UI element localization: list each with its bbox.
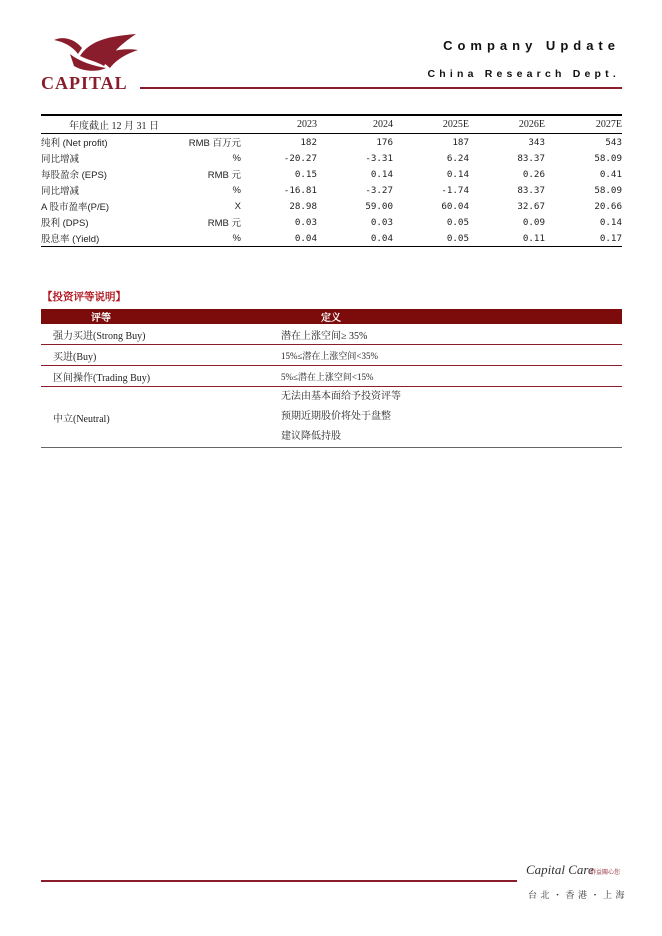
row-label: 每股盈余 (EPS) <box>41 170 107 181</box>
year-header: 2023 <box>241 115 317 134</box>
cell-value: 0.04 <box>294 232 317 244</box>
cell-value: 187 <box>452 136 469 148</box>
cell-value: 0.09 <box>522 216 545 228</box>
cell-value: 0.03 <box>294 216 317 228</box>
grade-definition: 15%≤潜在上涨空间<35% <box>281 345 622 366</box>
footer-divider <box>41 880 517 882</box>
department-label: China Research Dept. <box>427 68 620 80</box>
table-row <box>41 366 622 387</box>
row-label: 纯利 (Net profit) <box>41 138 108 149</box>
year-header: 2025E <box>393 115 469 134</box>
cell-value: 0.15 <box>294 168 317 180</box>
financial-summary-table <box>41 114 622 247</box>
table-row <box>41 198 622 214</box>
rating-table-header <box>41 309 622 324</box>
table-row <box>41 387 622 448</box>
row-label: 股息率 (Yield) <box>41 234 100 245</box>
row-label: A 股市盈率(P/E) <box>41 202 110 213</box>
row-unit: RMB 元 <box>207 218 241 229</box>
cell-value: 59.00 <box>365 200 393 212</box>
cell-value: -3.27 <box>365 184 393 196</box>
cell-value: 0.03 <box>370 216 393 228</box>
table-header-row <box>41 115 622 134</box>
cell-value: 0.41 <box>599 168 622 180</box>
cell-value: 0.05 <box>446 232 469 244</box>
table-row <box>41 214 622 230</box>
cell-value: 28.98 <box>289 200 317 212</box>
cell-value: 343 <box>528 136 545 148</box>
cell-value: 0.14 <box>446 168 469 180</box>
cell-value: 0.26 <box>522 168 545 180</box>
cell-value: 83.37 <box>517 184 545 196</box>
table-row <box>41 324 622 345</box>
cell-value: 20.66 <box>594 200 622 212</box>
cell-value: 0.14 <box>370 168 393 180</box>
footer-cities: 台北・香港・上海 <box>528 891 629 901</box>
grade-definition: 5%≤潜在上涨空间<15% <box>281 366 622 387</box>
cell-value: 0.11 <box>522 232 545 244</box>
cell-value: -1.74 <box>441 184 469 196</box>
definition-line: 无法由基本面给予投资评等 <box>281 391 401 402</box>
cell-value: 0.14 <box>599 216 622 228</box>
year-header: 2026E <box>469 115 545 134</box>
grade-label: 中立(Neutral) <box>41 387 281 448</box>
grade-label: 强力买进(Strong Buy) <box>41 324 281 345</box>
grade-column-header: 评等 <box>41 309 281 324</box>
cell-value: 6.24 <box>446 152 469 164</box>
cell-value: -3.31 <box>365 152 393 164</box>
rating-definition-table <box>41 309 622 448</box>
cell-value: 32.67 <box>517 200 545 212</box>
cell-value: 60.04 <box>441 200 469 212</box>
row-label: 同比增减 <box>41 186 80 197</box>
cell-value: 0.04 <box>370 232 393 244</box>
rating-section-heading: 【投资评等说明】 <box>42 291 126 303</box>
row-unit: RMB 元 <box>207 170 241 181</box>
year-header: 2027E <box>545 115 622 134</box>
row-unit: % <box>232 184 241 196</box>
grade-label: 买进(Buy) <box>41 345 281 366</box>
row-unit: X <box>234 200 241 212</box>
row-label: 股利 (DPS) <box>41 218 89 229</box>
table-row <box>41 345 622 366</box>
cell-value: 0.05 <box>446 216 469 228</box>
cell-value: 182 <box>300 136 317 148</box>
cell-value: 58.09 <box>594 152 622 164</box>
cell-value: 0.17 <box>599 232 622 244</box>
grade-definition: 潜在上涨空间≥ 35% <box>281 324 622 345</box>
table-row <box>41 150 622 166</box>
cell-value: -16.81 <box>283 184 317 196</box>
year-header: 2024 <box>317 115 393 134</box>
cell-value: 83.37 <box>517 152 545 164</box>
cell-value: 543 <box>605 136 622 148</box>
cell-value: 176 <box>376 136 393 148</box>
definition-line: 预期近期股价将处于盘整 <box>281 411 391 422</box>
logo-wordmark: CAPITAL <box>41 73 128 93</box>
cell-value: 58.09 <box>594 184 622 196</box>
cell-value: -20.27 <box>283 152 317 164</box>
fiscal-year-label: 年度截止 12 月 31 日 <box>41 115 241 134</box>
footer-brand-logo: Capital Care <box>526 862 594 877</box>
grade-label: 区间操作(Trading Buy) <box>41 366 281 387</box>
table-row <box>41 182 622 198</box>
definition-column-header: 定义 <box>281 309 622 324</box>
row-unit: % <box>232 232 241 244</box>
header-divider <box>140 87 622 89</box>
footer-brand-tagline: 群益關心您 <box>590 869 621 876</box>
table-row <box>41 166 622 182</box>
row-label: 同比增减 <box>41 154 80 165</box>
table-row <box>41 230 622 247</box>
page-title: Company Update <box>443 38 620 53</box>
table-row <box>41 134 622 151</box>
row-unit: % <box>232 152 241 164</box>
grade-definition <box>281 387 622 448</box>
definition-line: 建议降低持股 <box>281 431 341 442</box>
row-unit: RMB 百万元 <box>188 138 241 149</box>
